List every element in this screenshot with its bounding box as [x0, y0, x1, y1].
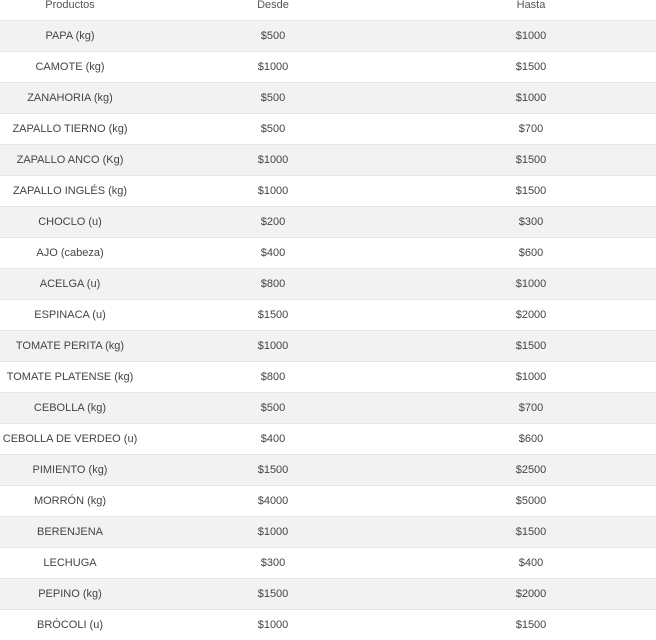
price-from-cell: $4000 — [140, 486, 406, 517]
price-from-cell: $1000 — [140, 517, 406, 548]
product-cell: ESPINACA (u) — [0, 300, 140, 331]
table-body — [0, 21, 656, 640]
price-from-cell: $400 — [140, 238, 406, 269]
price-to-cell: $5000 — [406, 486, 656, 517]
column-header-hasta: Hasta — [406, 0, 656, 21]
table-row — [0, 52, 656, 83]
price-to-cell: $1500 — [406, 331, 656, 362]
price-from-cell: $300 — [140, 548, 406, 579]
product-cell: CAMOTE (kg) — [0, 52, 140, 83]
table-row — [0, 393, 656, 424]
column-header-productos: Productos — [0, 0, 140, 21]
product-cell: PAPA (kg) — [0, 21, 140, 52]
table-header — [0, 0, 656, 21]
product-cell: ZAPALLO ANCO (Kg) — [0, 145, 140, 176]
price-from-cell: $500 — [140, 114, 406, 145]
price-to-cell: $1000 — [406, 83, 656, 114]
price-from-cell: $1000 — [140, 610, 406, 640]
product-cell: PEPINO (kg) — [0, 579, 140, 610]
price-from-cell: $200 — [140, 207, 406, 238]
price-to-cell: $600 — [406, 238, 656, 269]
product-cell: ZAPALLO TIERNO (kg) — [0, 114, 140, 145]
product-cell: CEBOLLA (kg) — [0, 393, 140, 424]
table-row — [0, 517, 656, 548]
column-header-desde: Desde — [140, 0, 406, 21]
product-cell: TOMATE PLATENSE (kg) — [0, 362, 140, 393]
product-cell: LECHUGA — [0, 548, 140, 579]
table-row — [0, 486, 656, 517]
table-row — [0, 579, 656, 610]
price-to-cell: $1500 — [406, 517, 656, 548]
price-from-cell: $800 — [140, 269, 406, 300]
table-row — [0, 300, 656, 331]
product-cell: ACELGA (u) — [0, 269, 140, 300]
price-to-cell: $700 — [406, 393, 656, 424]
price-from-cell: $800 — [140, 362, 406, 393]
price-to-cell: $300 — [406, 207, 656, 238]
price-from-cell: $1000 — [140, 331, 406, 362]
product-cell: BERENJENA — [0, 517, 140, 548]
table-row — [0, 269, 656, 300]
price-to-cell: $600 — [406, 424, 656, 455]
price-from-cell: $1000 — [140, 52, 406, 83]
product-cell: MORRÓN (kg) — [0, 486, 140, 517]
product-cell: BRÓCOLI (u) — [0, 610, 140, 640]
price-to-cell: $2500 — [406, 455, 656, 486]
product-cell: AJO (cabeza) — [0, 238, 140, 269]
table-row — [0, 238, 656, 269]
price-from-cell: $500 — [140, 393, 406, 424]
price-from-cell: $400 — [140, 424, 406, 455]
table-row — [0, 114, 656, 145]
price-to-cell: $1000 — [406, 362, 656, 393]
price-to-cell: $2000 — [406, 300, 656, 331]
price-from-cell: $1500 — [140, 579, 406, 610]
price-from-cell: $1000 — [140, 145, 406, 176]
product-cell: ZAPALLO INGLÉS (kg) — [0, 176, 140, 207]
table-row — [0, 207, 656, 238]
table-row — [0, 455, 656, 486]
product-cell: PIMIENTO (kg) — [0, 455, 140, 486]
table-row — [0, 176, 656, 207]
product-cell: TOMATE PERITA (kg) — [0, 331, 140, 362]
product-cell: CHOCLO (u) — [0, 207, 140, 238]
price-from-cell: $1000 — [140, 176, 406, 207]
price-to-cell: $400 — [406, 548, 656, 579]
price-from-cell: $1500 — [140, 300, 406, 331]
price-to-cell: $2000 — [406, 579, 656, 610]
price-to-cell: $1500 — [406, 52, 656, 83]
table-row — [0, 331, 656, 362]
price-to-cell: $1000 — [406, 269, 656, 300]
header-row — [0, 0, 656, 21]
price-from-cell: $500 — [140, 83, 406, 114]
price-to-cell: $1500 — [406, 176, 656, 207]
price-to-cell: $1000 — [406, 21, 656, 52]
table-row — [0, 610, 656, 640]
table-row — [0, 145, 656, 176]
product-cell: CEBOLLA DE VERDEO (u) — [0, 424, 140, 455]
table-row — [0, 21, 656, 52]
price-to-cell: $1500 — [406, 610, 656, 640]
price-to-cell: $1500 — [406, 145, 656, 176]
table-row — [0, 424, 656, 455]
table-row — [0, 362, 656, 393]
price-to-cell: $700 — [406, 114, 656, 145]
table-row — [0, 548, 656, 579]
product-cell: ZANAHORIA (kg) — [0, 83, 140, 114]
price-from-cell: $500 — [140, 21, 406, 52]
price-from-cell: $1500 — [140, 455, 406, 486]
table-row — [0, 83, 656, 114]
